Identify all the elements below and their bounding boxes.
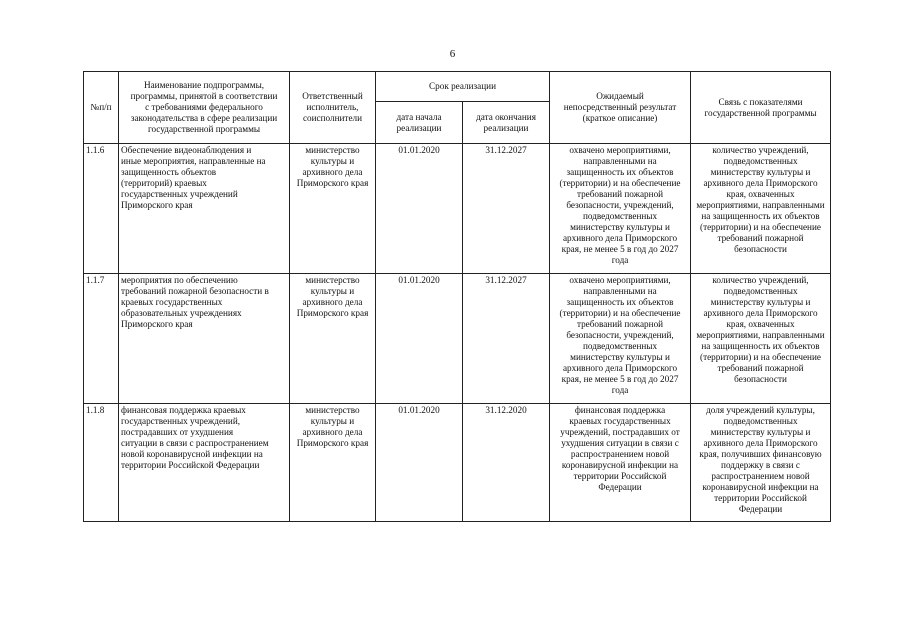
row-result: охвачено мероприятиями, направленными на защищенность их объектов (территории) и на обеспечение требований пожарной безопасности, учреждений, подведомственных министерству культуры и архивного дела Приморского края, не менее 5 в год до 2027 года bbox=[550, 274, 691, 404]
row-end: 31.12.2020 bbox=[463, 404, 550, 522]
header-result: Ожидаемый непосредственный результат (краткое описание) bbox=[550, 72, 691, 144]
row-result: охвачено мероприятиями, направленными на защищенность их объектов (территории) и на обеспечение требований пожарной безопасности, учреждений, подведомственных министерству культуры и архивного дела Приморского края, не менее 5 в год до 2027 года bbox=[550, 144, 691, 274]
table-header-row bbox=[84, 72, 831, 102]
row-responsible: министерство культуры и архивного дела Приморского края bbox=[290, 144, 376, 274]
row-link: количество учреждений, подведомственных министерству культуры и архивного дела Приморского края, охваченных мероприятиями, направленными на защищенность их объектов (территории) и на обеспечение требований пожарной безопасности bbox=[691, 144, 831, 274]
header-num: №п/п bbox=[84, 72, 119, 144]
header-link: Связь с показателями государственной программы bbox=[691, 72, 831, 144]
row-result: финансовая поддержка краевых государственных учреждений, пострадавших от ухудшения ситуации в связи с распространением новой коронавирусной инфекции на территории Российской Федерации bbox=[550, 404, 691, 522]
header-start: дата начала реализации bbox=[376, 102, 463, 144]
header-end: дата окончания реализации bbox=[463, 102, 550, 144]
row-link: доля учреждений культуры, подведомственных министерству культуры и архивного дела Приморского края, получивших финансовую поддержку в связи с распространением новой коронавирусной инфекции на территории Российской Федерации bbox=[691, 404, 831, 522]
row-name: финансовая поддержка краевых государственных учреждений, пострадавших от ухудшения ситуации в связи с распространением новой коронавирусной инфекции на территории Российской Федерации bbox=[119, 404, 290, 522]
page-number: 6 bbox=[449, 48, 456, 60]
row-name: мероприятия по обеспечению требований пожарной безопасности в краевых государственных образовательных учреждениях Приморского края bbox=[119, 274, 290, 404]
row-start: 01.01.2020 bbox=[376, 274, 463, 404]
row-start: 01.01.2020 bbox=[376, 144, 463, 274]
row-end: 31.12.2027 bbox=[463, 144, 550, 274]
table-row bbox=[84, 274, 831, 404]
header-period: Срок реализации bbox=[376, 72, 550, 102]
row-end: 31.12.2027 bbox=[463, 274, 550, 404]
header-name: Наименование подпрограммы, программы, принятой в соответствии с требованиями федерального законодательства в сфере реализации государственной программы bbox=[119, 72, 290, 144]
row-num: 1.1.7 bbox=[84, 274, 119, 404]
row-link: количество учреждений, подведомственных министерству культуры и архивного дела Приморского края, охваченных мероприятиями, направленными на защищенность их объектов (территории) и на обеспечение требований пожарной безопасности bbox=[691, 274, 831, 404]
program-table bbox=[83, 71, 831, 522]
row-num: 1.1.6 bbox=[84, 144, 119, 274]
header-responsible: Ответственный исполнитель, соисполнители bbox=[290, 72, 376, 144]
table-row bbox=[84, 404, 831, 522]
row-responsible: министерство культуры и архивного дела Приморского края bbox=[290, 274, 376, 404]
row-num: 1.1.8 bbox=[84, 404, 119, 522]
row-responsible: министерство культуры и архивного дела Приморского края bbox=[290, 404, 376, 522]
table-row bbox=[84, 144, 831, 274]
row-start: 01.01.2020 bbox=[376, 404, 463, 522]
row-name: Обеспечение видеонаблюдения и иные мероприятия, направленные на защищенность объектов (территорий) краевых государственных учреждений Приморского края bbox=[119, 144, 290, 274]
